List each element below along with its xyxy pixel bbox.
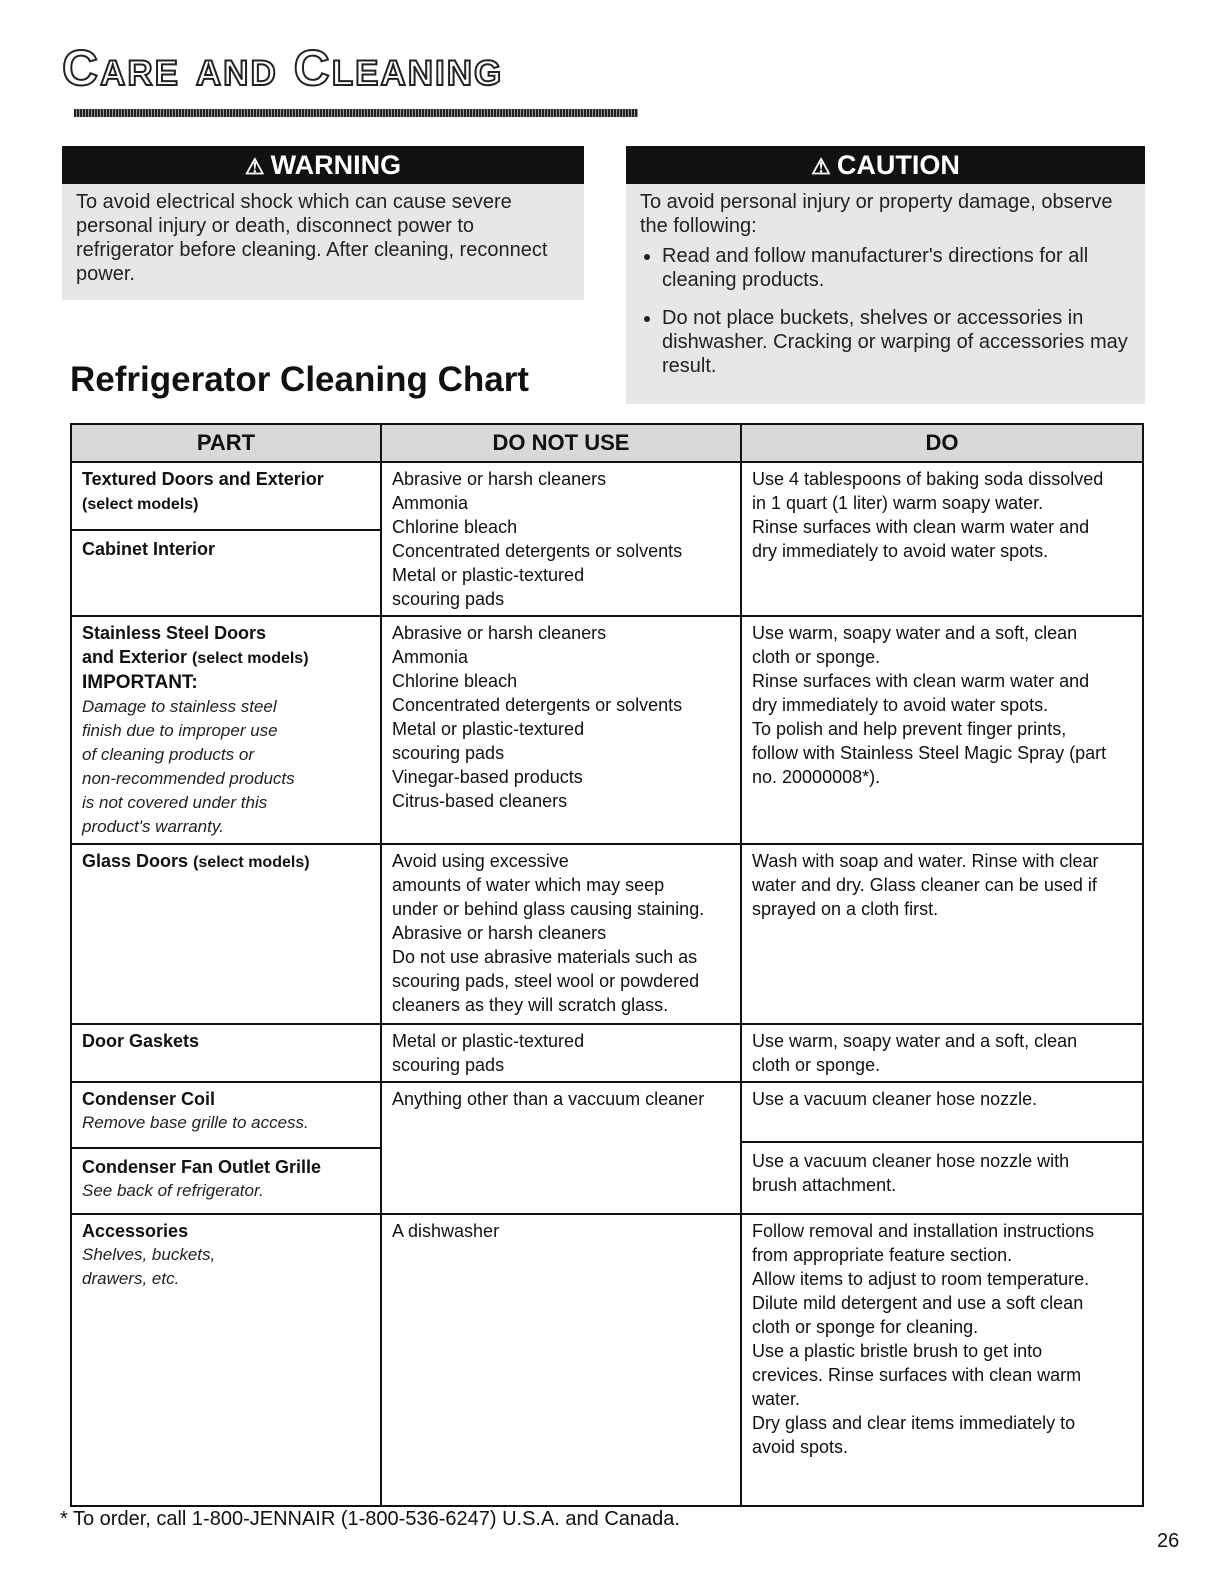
do-line: Use a vacuum cleaner hose nozzle with: [752, 1151, 1070, 1171]
do-not-use-line: Abrasive or harsh cleaners: [392, 623, 607, 643]
caution-triangle-icon: ⚠: [811, 154, 831, 179]
do-line: Allow items to adjust to room temperature.: [752, 1269, 1090, 1289]
warranty-note-line: of cleaning products or: [82, 745, 254, 764]
do-line: Follow removal and installation instructions: [752, 1221, 1095, 1241]
part-name: Accessories: [82, 1221, 189, 1241]
do-cell: [741, 462, 1143, 616]
do-line: Wash with soap and water. Rinse with clear: [752, 851, 1099, 871]
warranty-note-line: non-recommended products: [82, 769, 295, 788]
part-cell: [71, 844, 381, 1024]
part-cell: [71, 616, 381, 844]
table-row: [71, 1024, 1143, 1082]
do-line: Use a vacuum cleaner hose nozzle.: [752, 1089, 1038, 1109]
do-cell: [741, 616, 1143, 844]
part-qualifier: (select models): [193, 854, 310, 871]
do-not-use-line: Chlorine bleach: [392, 517, 518, 537]
do-line: Use warm, soapy water and a soft, clean: [752, 1031, 1078, 1051]
do-not-use-line: Do not use abrasive materials such as: [392, 947, 698, 967]
warranty-note-line: finish due to improper use: [82, 721, 278, 740]
column-header-do-not-use: DO NOT USE: [381, 424, 741, 462]
do-line: To polish and help prevent finger prints,: [752, 719, 1067, 739]
caution-item: • Read and follow manufacturer's directions for all cleaning products.: [662, 244, 1131, 292]
do-not-use-line: scouring pads: [392, 589, 505, 609]
do-not-use-line: Citrus-based cleaners: [392, 791, 568, 811]
do-not-use-line: Abrasive or harsh cleaners: [392, 923, 607, 943]
do-line: water.: [752, 1389, 801, 1409]
column-header-do: DO: [741, 424, 1143, 462]
do-line: Dry glass and clear items immediately to: [752, 1413, 1076, 1433]
part-qualifier: (select models): [82, 496, 199, 513]
do-not-use-line: Chlorine bleach: [392, 671, 518, 691]
do-not-use-cell: [381, 844, 741, 1024]
part-note: drawers, etc.: [82, 1269, 180, 1288]
do-not-use-line: Concentrated detergents or solvents: [392, 695, 683, 715]
part-note: Shelves, buckets,: [82, 1245, 216, 1264]
table-header-row: [71, 424, 1143, 462]
table-row: [71, 462, 1143, 616]
part-cell: [71, 1024, 381, 1082]
table-row: [71, 616, 1143, 844]
warranty-note-line: is not covered under this: [82, 793, 268, 812]
warranty-note-line: product's warranty.: [82, 817, 224, 836]
title-underline: [74, 109, 638, 117]
do-not-use-line: A dishwasher: [392, 1221, 500, 1241]
do-not-use-line: Metal or plastic-textured: [392, 719, 585, 739]
do-not-use-line: Ammonia: [392, 493, 469, 513]
table-row: [71, 1082, 1143, 1214]
do-not-use-line: under or behind glass causing staining.: [392, 899, 705, 919]
do-line: dry immediately to avoid water spots.: [752, 541, 1049, 561]
do-line: from appropriate feature section.: [752, 1245, 1013, 1265]
do-not-use-cell: [381, 1024, 741, 1082]
do-line: avoid spots.: [752, 1437, 849, 1457]
page-title: Care and Cleaning: [62, 40, 504, 96]
part-name-cont: and Exterior: [82, 647, 188, 667]
do-not-use-line: Avoid using excessive: [392, 851, 569, 871]
caution-intro: To avoid personal injury or property damage, observe the following:: [640, 191, 1113, 237]
do-line: Rinse surfaces with clean warm water and: [752, 671, 1090, 691]
do-line: Use 4 tablespoons of baking soda dissolved: [752, 469, 1104, 489]
caution-item: • Do not place buckets, shelves or accessories in dishwasher. Cracking or warping of accessories may result.: [662, 306, 1131, 378]
do-line: Dilute mild detergent and use a soft clean: [752, 1293, 1084, 1313]
caution-body: [626, 184, 1145, 404]
part-name: Glass Doors: [82, 851, 189, 871]
do-not-use-cell: [381, 616, 741, 844]
warning-text: To avoid electrical shock which can cause severe personal injury or death, disconnect power to refrigerator before cleaning. After cleaning, reconnect power.: [76, 191, 548, 285]
part-name: Cabinet Interior: [72, 529, 380, 561]
part-note: Remove base grille to access.: [82, 1113, 309, 1132]
do-not-use-line: Concentrated detergents or solvents: [392, 541, 683, 561]
do-line: Rinse surfaces with clean warm water and: [752, 517, 1090, 537]
warning-header: [62, 146, 584, 184]
do-cell: [741, 1082, 1143, 1214]
do-not-use-line: scouring pads: [392, 743, 505, 763]
caution-heading: CAUTION: [836, 150, 960, 180]
do-cell: [741, 844, 1143, 1024]
do-cell: [741, 1214, 1143, 1506]
do-line: cloth or sponge for cleaning.: [752, 1317, 979, 1337]
do-not-use-line: amounts of water which may seep: [392, 875, 665, 895]
warranty-note-line: Damage to stainless steel: [82, 697, 277, 716]
part-name: Textured Doors and Exterior: [82, 469, 324, 489]
part-cell: [71, 1082, 381, 1214]
do-not-use-line: Ammonia: [392, 647, 469, 667]
warning-body: [62, 184, 584, 300]
do-line: dry immediately to avoid water spots.: [752, 695, 1049, 715]
do-not-use-line: scouring pads: [392, 1055, 505, 1075]
part-qualifier: (select models): [192, 650, 309, 667]
part-name: Stainless Steel Doors: [82, 623, 267, 643]
do-line: no. 20000008*).: [752, 767, 881, 787]
do-line: follow with Stainless Steel Magic Spray (part: [752, 743, 1107, 763]
cleaning-chart-table: [70, 423, 1144, 1507]
column-header-part: PART: [71, 424, 381, 462]
do-line: cloth or sponge.: [752, 647, 881, 667]
do-line: cloth or sponge.: [752, 1055, 881, 1075]
do-line: Use warm, soapy water and a soft, clean: [752, 623, 1078, 643]
do-line: water and dry. Glass cleaner can be used if: [752, 875, 1097, 895]
page-number: 26: [1157, 1530, 1180, 1552]
do-line: crevices. Rinse surfaces with clean warm: [752, 1365, 1082, 1385]
do-not-use-line: cleaners as they will scratch glass.: [392, 995, 669, 1015]
do-not-use-cell: [381, 1082, 741, 1214]
do-not-use-line: Metal or plastic-textured: [392, 565, 585, 585]
warning-triangle-icon: ⚠: [244, 154, 265, 179]
do-line: Use a plastic bristle brush to get into: [752, 1341, 1043, 1361]
important-label: IMPORTANT:: [82, 672, 198, 693]
do-line: in 1 quart (1 liter) warm soapy water.: [752, 493, 1044, 513]
part-name: Door Gaskets: [82, 1031, 200, 1051]
do-not-use-line: Vinegar-based products: [392, 767, 583, 787]
do-line: sprayed on a cloth first.: [752, 899, 939, 919]
do-not-use-line: Metal or plastic-textured: [392, 1031, 585, 1051]
part-cell: [71, 462, 381, 616]
caution-list: [640, 244, 1131, 378]
part-name: Condenser Fan Outlet Grille: [82, 1157, 322, 1177]
do-not-use-cell: [381, 1214, 741, 1506]
part-name: Condenser Coil: [82, 1089, 216, 1109]
part-cell: [71, 1214, 381, 1506]
chart-title: Refrigerator Cleaning Chart: [70, 360, 529, 399]
caution-header: [626, 146, 1145, 184]
order-footnote: * To order, call 1-800-JENNAIR (1-800-536-6247) U.S.A. and Canada.: [60, 1508, 680, 1530]
part-note: See back of refrigerator.: [82, 1181, 264, 1200]
do-not-use-line: Anything other than a vaccuum cleaner: [392, 1089, 705, 1109]
do-not-use-line: Abrasive or harsh cleaners: [392, 469, 607, 489]
table-row: [71, 844, 1143, 1024]
table-row: [71, 1214, 1143, 1506]
do-not-use-cell: [381, 462, 741, 616]
do-not-use-line: scouring pads, steel wool or powdered: [392, 971, 700, 991]
do-cell: [741, 1024, 1143, 1082]
warning-heading: WARNING: [270, 150, 402, 180]
do-line: brush attachment.: [752, 1175, 897, 1195]
